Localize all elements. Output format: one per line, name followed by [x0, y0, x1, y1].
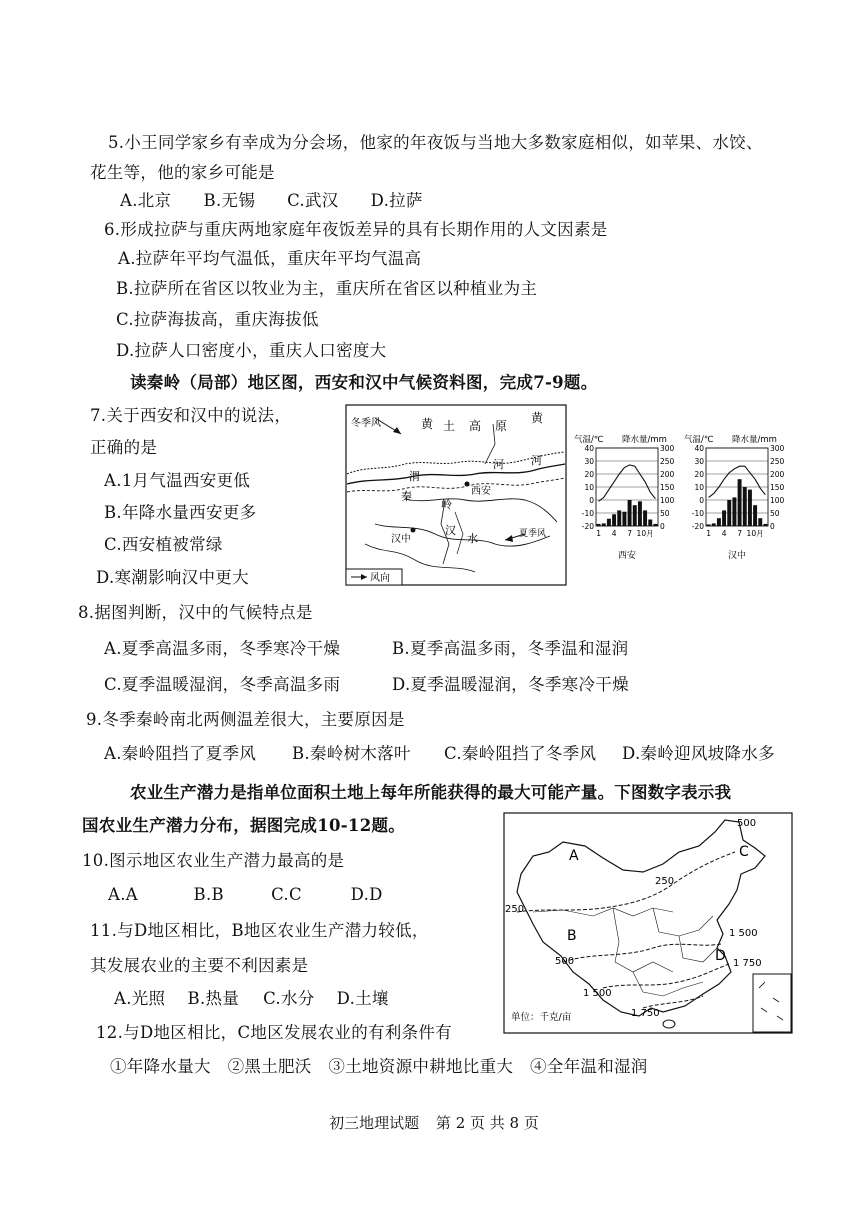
q5-options — [120, 190, 423, 212]
map1-legend-label: 风向 — [370, 573, 390, 584]
xian-precip-bar — [633, 505, 637, 526]
xian-precip-bar — [602, 523, 606, 526]
hanzhong-month-tick: 1 — [706, 529, 711, 538]
hanzhong-month-tick: 10月 — [746, 529, 764, 538]
map2-region-c: C — [739, 844, 749, 860]
q11-options — [114, 988, 389, 1010]
hanzhong-precip-tick: 150 — [770, 483, 785, 492]
map2-isoline-1750-east: 1 750 — [733, 958, 762, 969]
q8-stem: 8.据图判断，汉中的气候特点是 — [78, 603, 313, 622]
q10-option-c: C.C — [271, 885, 302, 904]
map2-isoline-1750-south: 1 750 — [631, 1008, 660, 1019]
q7-stem-line2: 正确的是 — [90, 438, 158, 457]
q7-option-a: A.1月气温西安更低 — [104, 471, 251, 490]
hanzhong-precip-bar — [717, 518, 721, 526]
q6-option-c: C.拉萨海拔高，重庆海拔低 — [116, 310, 319, 329]
hanzhong-temp-curve — [709, 466, 766, 497]
xian-temp-tick: 0 — [589, 496, 594, 505]
map2-isoline-250-west: 250 — [505, 904, 525, 915]
q6-option-d: D.拉萨人口密度小，重庆人口密度大 — [116, 341, 387, 360]
q5-option-d: D.拉萨 — [370, 191, 423, 210]
hanzhong-precip-tick: 300 — [770, 444, 785, 453]
xian-month-tick: 4 — [611, 529, 617, 538]
hanzhong-temp-axis-label: 气温/℃ — [684, 435, 714, 445]
map2-isoline-1500-east: 1 500 — [729, 928, 758, 939]
map1-river-label-1: 河 — [531, 454, 542, 467]
q6-option-a: A.拉萨年平均气温低，重庆年平均气温高 — [118, 249, 422, 268]
hanzhong-precip-tick: 50 — [770, 509, 780, 518]
q6-option-b: B.拉萨所在省区以牧业为主，重庆所在省区以种植业为主 — [116, 279, 538, 298]
q5-stem-line2: 花生等，他的家乡可能是 — [90, 163, 275, 182]
xian-precip-bar — [597, 524, 601, 526]
q11-option-b: B.热量 — [187, 989, 240, 1008]
hanzhong-precip-tick: 100 — [770, 496, 785, 505]
intro-7-9: 读秦岭（局部）地区图，西安和汉中气候资料图，完成7-9题。 — [130, 373, 598, 392]
q12-options: ①年降水量大 ②黑土肥沃 ③土地资源中耕地比重大 ④全年温和湿润 — [110, 1057, 648, 1076]
q6-stem: 6.形成拉萨与重庆两地家庭年夜饭差异的具有长期作用的人文因素是 — [104, 220, 608, 239]
hanzhong-precip-bar — [712, 523, 716, 526]
hanzhong-temp-tick: 10 — [694, 483, 704, 492]
intro-10-12-line1: 农业生产潜力是指单位面积土地上每年所能获得的最大可能产量。下图数字表示我 — [130, 783, 732, 802]
xian-precip-bar — [643, 510, 647, 526]
xian-precip-tick: 50 — [660, 509, 670, 518]
xian-precip-bar — [648, 520, 652, 527]
q8-option-c: C.夏季温暖湿润，冬季高温多雨 — [104, 675, 341, 694]
map1-ling-label: 岭 — [441, 498, 452, 511]
q5-option-c: C.武汉 — [287, 191, 339, 210]
xian-month-tick: 7 — [627, 529, 632, 538]
xian-precip-bar — [653, 524, 657, 526]
q9-option-b: B.秦岭树木落叶 — [292, 744, 411, 763]
xian-precip-tick: 200 — [660, 470, 675, 479]
map2-unit-label: 单位：千克/亩 — [511, 1012, 572, 1023]
q12-stem: 12.与D地区相比，C地区发展农业的有利条件有 — [96, 1023, 452, 1042]
q11-stem-line2: 其发展农业的主要不利因素是 — [90, 956, 309, 975]
map1-han-label: 汉 — [445, 524, 456, 537]
q5-option-b: B.无锡 — [203, 191, 256, 210]
hanzhong-precip-tick: 0 — [770, 522, 775, 531]
q11-option-c: C.水分 — [263, 989, 315, 1008]
hanzhong-precip-tick: 250 — [770, 457, 785, 466]
q7-option-d: D.寒潮影响汉中更大 — [96, 568, 249, 587]
hanzhong-precip-bar — [743, 487, 747, 526]
q9-stem: 9.冬季秦岭南北两侧温差很大，主要原因是 — [86, 710, 405, 729]
q5-stem-line1: 5.小王同学家乡有幸成为分会场，他家的年夜饭与当地大多数家庭相似，如苹果、水饺、 — [108, 133, 763, 152]
qinling-map — [345, 404, 567, 586]
q8-option-d: D.夏季温暖湿润，冬季寒冷干燥 — [392, 675, 629, 694]
hanzhong-temp-tick: 20 — [694, 470, 704, 479]
xian-precip-bar — [607, 519, 611, 526]
xian-temp-tick: -10 — [581, 509, 594, 518]
footer-title: 初三地理试题 — [329, 1114, 420, 1132]
map2-isoline-500-north: 500 — [737, 818, 757, 829]
xian-precip-tick: 100 — [660, 496, 675, 505]
map1-summer-wind-label: 夏季风 — [519, 529, 547, 539]
q9-option-d: D.秦岭迎风坡降水多 — [622, 744, 775, 763]
map2-region-d: D — [715, 948, 726, 964]
hanzhong-precip-bar — [753, 505, 757, 526]
hanzhong-precip-bar — [727, 500, 731, 526]
footer-page-number: 第 2 页 共 8 页 — [435, 1114, 539, 1132]
q8-option-b: B.夏季高温多雨，冬季温和湿润 — [392, 639, 629, 658]
map2-region-a: A — [569, 848, 579, 864]
map1-river-label-2: 河 — [493, 458, 504, 471]
q10-option-b: B.B — [193, 885, 224, 904]
map1-gao-label: 高 — [469, 419, 482, 433]
xian-precip-bar — [638, 501, 642, 526]
xian-month-tick: 10月 — [636, 529, 654, 538]
hanzhong-precip-axis-label: 降水量/mm — [732, 435, 777, 445]
xian-temp-tick: -20 — [581, 522, 594, 531]
hanzhong-month-tick: 7 — [737, 529, 742, 538]
map2-isoline-250-east: 250 — [655, 876, 675, 887]
map1-wei-label: 渭 — [409, 470, 420, 483]
xian-precip-tick: 150 — [660, 483, 675, 492]
q10-option-a: A.A — [108, 885, 138, 904]
map1-hanzhong-label: 汉中 — [391, 534, 411, 545]
climate-chart-hanzhong — [682, 432, 792, 560]
map2-region-b: B — [567, 928, 577, 944]
hanzhong-temp-tick: 40 — [694, 444, 704, 453]
xian-precip-bar — [612, 514, 616, 526]
map1-yuan-label: 原 — [495, 419, 508, 433]
q11-option-a: A.光照 — [114, 989, 166, 1008]
hanzhong-precip-bar — [732, 497, 736, 526]
xian-temp-tick: 40 — [584, 444, 594, 453]
q10-options — [108, 884, 383, 906]
map1-qin-label: 秦 — [401, 490, 412, 503]
hanzhong-precip-bar — [763, 524, 767, 526]
climate-chart-xian — [572, 432, 682, 560]
xian-station-name: 西安 — [617, 551, 637, 560]
q10-stem: 10.图示地区农业生产潜力最高的是 — [82, 851, 345, 870]
hanzhong-temp-tick: -20 — [691, 522, 704, 531]
xian-precip-axis-label: 降水量/mm — [622, 435, 667, 445]
agri-potential-map — [503, 812, 793, 1034]
xian-precip-tick: 0 — [660, 522, 665, 531]
q9-option-a: A.秦岭阻挡了夏季风 — [104, 744, 257, 763]
map1-shui-label: 水 — [467, 532, 478, 545]
hanzhong-temp-tick: 0 — [699, 496, 704, 505]
hanzhong-temp-tick: -10 — [691, 509, 704, 518]
xian-precip-bar — [628, 500, 632, 526]
q7-option-b: B.年降水量西安更多 — [104, 503, 257, 522]
hanzhong-precip-bar — [758, 518, 762, 526]
xian-precip-bar — [622, 512, 626, 526]
q8-option-a: A.夏季高温多雨，冬季寒冷干燥 — [104, 639, 341, 658]
xian-temp-curve — [599, 465, 656, 501]
q11-stem-line1: 11.与D地区相比，B地区农业生产潜力较低， — [90, 921, 429, 940]
map1-xian-label: 西安 — [471, 486, 491, 497]
hanzhong-temp-tick: 30 — [694, 457, 704, 466]
xian-precip-tick: 300 — [660, 444, 675, 453]
xian-temp-tick: 10 — [584, 483, 594, 492]
xian-temp-tick: 30 — [584, 457, 594, 466]
q11-option-d: D.土壤 — [336, 989, 389, 1008]
hanzhong-station-name: 汉中 — [727, 551, 747, 560]
xian-precip-tick: 250 — [660, 457, 675, 466]
q7-stem-line1: 7.关于西安和汉中的说法， — [90, 406, 292, 425]
map2-isoline-500-south: 500 — [555, 956, 575, 967]
q7-option-c: C.西安植被常绿 — [104, 535, 223, 554]
xian-precip-bar — [617, 510, 621, 526]
page-footer — [0, 1112, 868, 1133]
q5-option-a: A.北京 — [120, 191, 172, 210]
xian-month-tick: 1 — [596, 529, 601, 538]
map1-winter-wind-label: 冬季风 — [351, 418, 381, 429]
hanzhong-precip-bar — [738, 479, 742, 526]
xian-temp-tick: 20 — [584, 470, 594, 479]
hanzhong-precip-bar — [748, 490, 752, 526]
intro-10-12-line2: 国农业生产潜力分布，据图完成10-12题。 — [82, 816, 406, 835]
map1-yellow-river-label-1: 黄 — [531, 411, 544, 425]
hanzhong-precip-bar — [707, 524, 711, 526]
map2-isoline-1500-south: 1 500 — [583, 988, 612, 999]
map1-huang-label: 黄 — [421, 417, 434, 431]
hanzhong-precip-tick: 200 — [770, 470, 785, 479]
q10-option-d: D.D — [350, 885, 383, 904]
q9-option-c: C.秦岭阻挡了冬季风 — [444, 744, 597, 763]
hanzhong-month-tick: 4 — [721, 529, 727, 538]
map1-tu-label: 土 — [443, 419, 456, 433]
hanzhong-precip-bar — [722, 510, 726, 526]
xian-temp-axis-label: 气温/℃ — [574, 435, 604, 445]
